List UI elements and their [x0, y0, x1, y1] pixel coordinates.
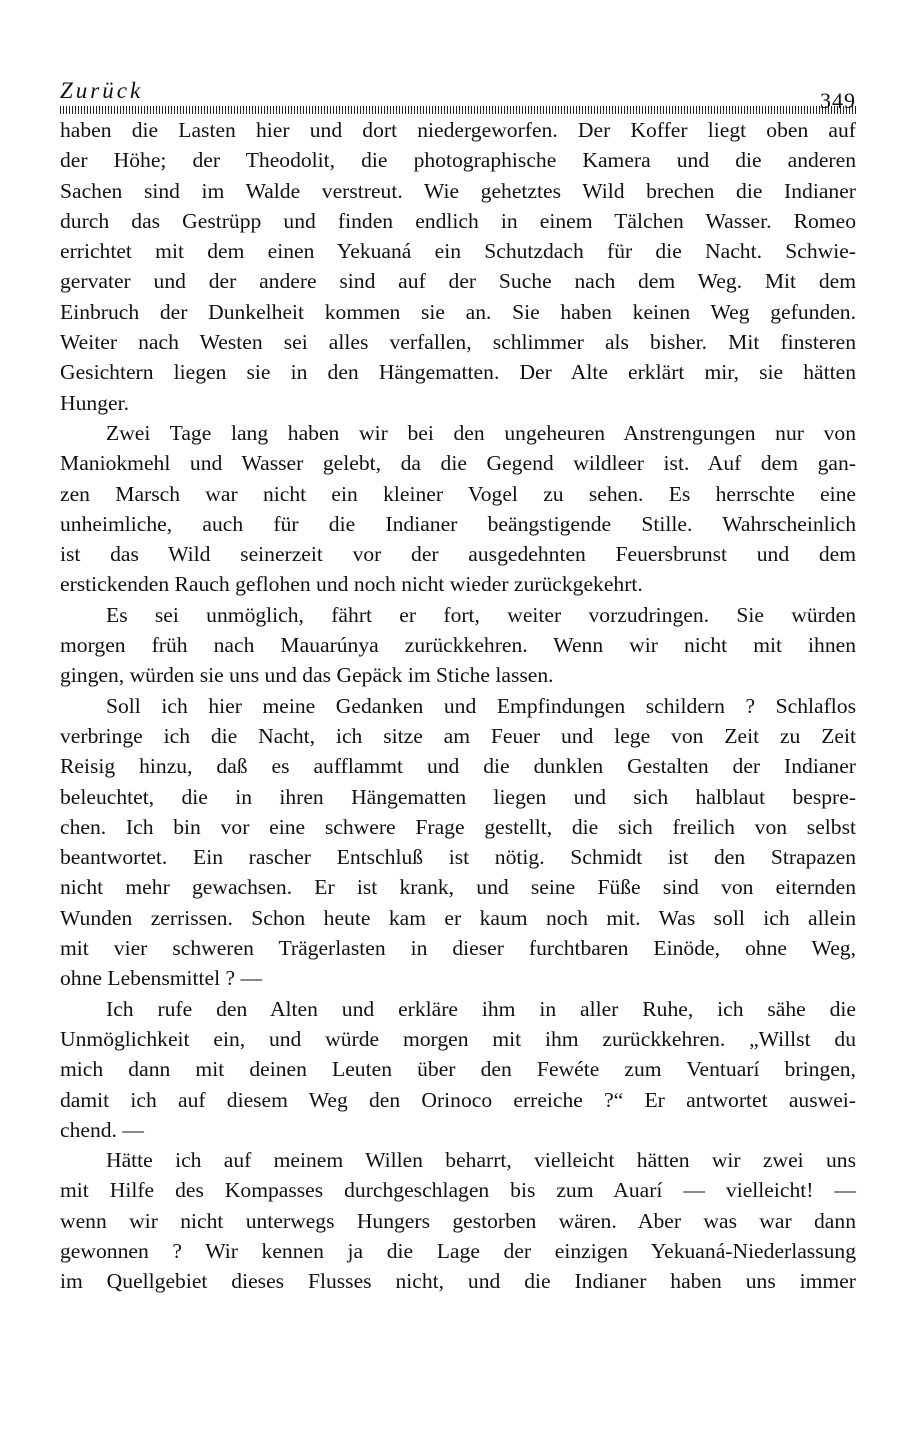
text-line: unheimliche, auch für die Indianer beängstigende Stille. Wahrscheinlich — [60, 511, 856, 536]
text-line: nicht mehr gewachsen. Er ist krank, und seine Füße sind von eiternden — [60, 875, 856, 900]
running-head — [60, 78, 856, 113]
body-text — [60, 115, 856, 1297]
running-title: Zurück — [60, 78, 144, 103]
paragraph — [60, 994, 856, 1145]
text-line: beantwortet. Ein rascher Entschluß ist nötig. Schmidt ist den Strapazen — [60, 845, 856, 870]
text-line: Hätte ich auf meinem Willen beharrt, vielleicht hätten wir zwei uns — [106, 1148, 856, 1173]
text-line: Maniokmehl und Wasser gelebt, da die Gegend wildleer ist. Auf dem gan- — [60, 451, 856, 476]
text-line: Gesichtern liegen sie in den Hängematten. Der Alte erklärt mir, sie hätten — [60, 360, 856, 385]
text-line: errichtet mit dem einen Yekuaná ein Schutzdach für die Nacht. Schwie- — [60, 239, 856, 264]
text-line: Soll ich hier meine Gedanken und Empfindungen schildern ? Schlaflos — [106, 693, 856, 718]
text-line: Zwei Tage lang haben wir bei den ungeheuren Anstrengungen nur von — [106, 420, 856, 445]
text-line: Reisig hinzu, daß es aufflammt und die dunklen Gestalten der Indianer — [60, 754, 856, 779]
text-line: durch das Gestrüpp und finden endlich in einem Tälchen Wasser. Romeo — [60, 208, 856, 233]
text-line: Sachen sind im Walde verstreut. Wie gehetztes Wild brechen die Indianer — [60, 178, 856, 203]
text-line: chend. — — [60, 1117, 144, 1142]
paragraph — [60, 418, 856, 600]
paragraph — [60, 115, 856, 418]
text-line: Ich rufe den Alten und erkläre ihm in aller Ruhe, ich sähe die — [106, 996, 856, 1021]
text-line: ohne Lebensmittel ? — — [60, 966, 263, 991]
text-line: damit ich auf diesem Weg den Orinoco erreiche ?“ Er antwortet auswei- — [60, 1087, 856, 1112]
text-line: der Höhe; der Theodolit, die photographische Kamera und die anderen — [60, 148, 856, 173]
text-line: Einbruch der Dunkelheit kommen sie an. Sie haben keinen Weg gefunden. — [60, 299, 856, 324]
text-line: wenn wir nicht unterwegs Hungers gestorben wären. Aber was war dann — [60, 1208, 856, 1233]
paragraph — [60, 600, 856, 691]
text-line: verbringe ich die Nacht, ich sitze am Feuer und lege von Zeit zu Zeit — [60, 723, 856, 748]
text-line: Es sei unmöglich, fährt er fort, weiter vorzudringen. Sie würden — [106, 602, 856, 627]
text-line: morgen früh nach Mauarúnya zurückkehren. Wenn wir nicht mit ihnen — [60, 633, 856, 658]
text-line: gingen, würden sie uns und das Gepäck im Stiche lassen. — [60, 663, 554, 688]
text-line: ist das Wild seinerzeit vor der ausgedehnten Feuersbrunst und dem — [60, 542, 856, 567]
text-line: im Quellgebiet dieses Flusses nicht, und die Indianer haben uns immer — [60, 1269, 856, 1294]
text-line: gervater und der andere sind auf der Suche nach dem Weg. Mit dem — [60, 269, 856, 294]
text-line: Wunden zerrissen. Schon heute kam er kaum noch mit. Was soll ich allein — [60, 905, 856, 930]
text-line: haben die Lasten hier und dort niedergeworfen. Der Koffer liegt oben auf — [60, 118, 856, 142]
text-line: erstickenden Rauch geflohen und noch nicht wieder zurückgekehrt. — [60, 572, 643, 597]
text-line: mich dann mit deinen Leuten über den Fewéte zum Ventuarí bringen, — [60, 1057, 856, 1082]
text-line: mit vier schweren Trägerlasten in dieser furchtbaren Einöde, ohne Weg, — [60, 936, 856, 961]
book-page — [60, 78, 856, 1297]
page-number: 349 — [820, 88, 856, 113]
text-line: beleuchtet, die in ihren Hängematten liegen und sich halblaut bespre- — [60, 784, 856, 809]
text-line: chen. Ich bin vor eine schwere Frage gestellt, die sich freilich von selbst — [60, 814, 856, 839]
text-line: Weiter nach Westen sei alles verfallen, schlimmer als bisher. Mit finsteren — [60, 330, 856, 355]
text-line: gewonnen ? Wir kennen ja die Lage der einzigen Yekuaná-Niederlassung — [60, 1238, 856, 1263]
text-line: mit Hilfe des Kompasses durchgeschlagen bis zum Auarí — vielleicht! — — [60, 1178, 856, 1203]
paragraph — [60, 691, 856, 994]
text-line: Unmöglichkeit ein, und würde morgen mit ihm zurückkehren. „Willst du — [60, 1026, 856, 1051]
text-line: Hunger. — [60, 390, 129, 415]
text-line: zen Marsch war nicht ein kleiner Vogel zu sehen. Es herrschte eine — [60, 481, 856, 506]
header-rule — [60, 106, 856, 114]
paragraph — [60, 1145, 856, 1296]
